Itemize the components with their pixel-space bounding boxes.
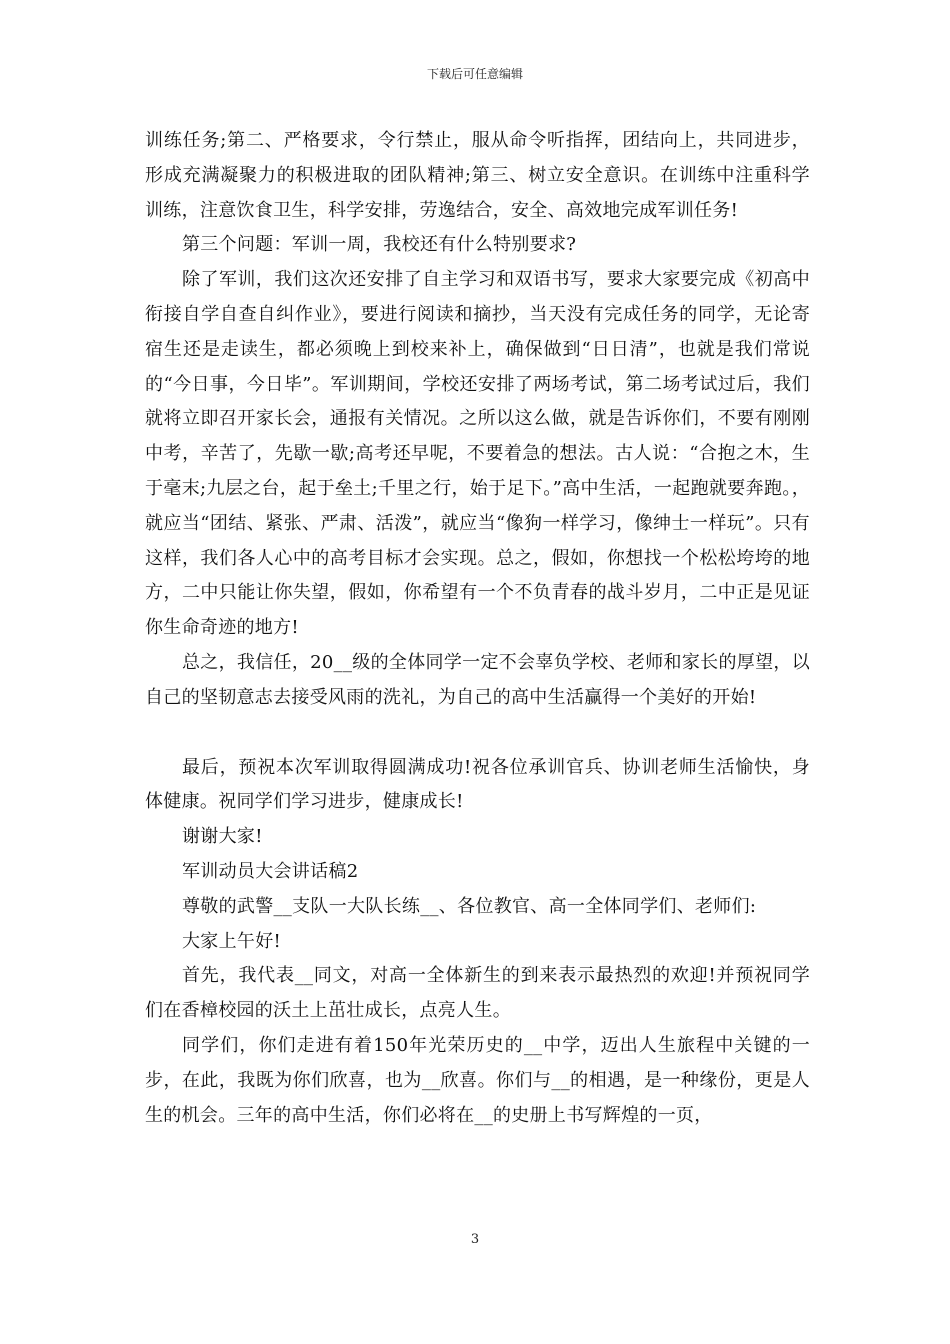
paragraph-10: 首先，我代表__同文，对高一全体新生的到来表示最热烈的欢迎!并预祝同学们在香樟校园的沃土上茁壮成长，点亮人生。 [145,965,810,1022]
paragraph-6: 谢谢大家! [182,826,263,848]
paragraph-4: 总之，我信任，20__级的全体同学一定不会辜负学校、老师和家长的厚望，以自己的坚韧意志去接受风雨的洗礼，为自己的高中生活赢得一个美好的开始! [145,651,810,708]
paragraph-2: 第三个问题：军训一周，我校还有什么特别要求? [182,234,577,256]
paragraph-gap [145,716,810,751]
page-header: 下载后可任意编辑 [426,67,523,81]
document-body [145,124,810,1133]
paragraph-3: 除了军训，我们这次还安排了自主学习和双语书写，要求大家要完成《初高中衔接自学自查自纠作业》，要进行阅读和摘抄，当天没有完成任务的同学，无论寄宿生还是走读生，都必须晚上到校来补上，确保做到“日日清”，也就是我们常说的“今日事，今日毕”。军训期间，学校还安排了两场考试，第二场考试过后，我们就将立即召开家长会，通报有关情况。之所以这么做，就是告诉你们，不要有刚刚中考，辛苦了，先歇一歇;高考还早呢，不要着急的想法。古人说：“合抱之木，生于毫末;九层之台，起于垒土;千里之行，始于足下。”高中生活，一起跑就要奔跑。，就应当“团结、紧张、严肃、活泼”，就应当“像狗一样学习，像绅士一样玩”。只有这样，我们各人心中的高考目标才会实现。总之，假如，你想找一个松松垮垮的地方，二中只能让你失望，假如，你希望有一个不负青春的战斗岁月，二中正是见证你生命奇迹的地方! [145,269,810,639]
paragraph-1: 训练任务;第二、严格要求，令行禁止，服从命令听指挥，团结向上，共同进步，形成充满凝聚力的积极进取的团队精神;第三、树立安全意识。在训练中注重科学训练，注意饮食卫生，科学安排，劳逸结合，安全、高效地完成军训任务! [145,130,810,221]
salutation: 尊敬的武警__支队一大队长练__、各位教官、高一全体同学们、老师们: [182,895,757,917]
section-title: 军训动员大会讲话稿2 [182,860,359,882]
paragraph-5: 最后，预祝本次军训取得圆满成功!祝各位承训官兵、协训老师生活愉快，身体健康。祝同学们学习进步，健康成长! [145,756,810,813]
greeting: 大家上午好! [182,930,282,952]
page-number: 3 [470,1232,480,1247]
paragraph-11: 同学们，你们走进有着150年光荣历史的__中学，迈出人生旅程中关键的一步，在此，我既为你们欣喜，也为__欣喜。你们与__的相遇，是一种缘份，更是人生的机会。三年的高中生活，你们必将在__的史册上书写辉煌的一页， [145,1034,810,1126]
